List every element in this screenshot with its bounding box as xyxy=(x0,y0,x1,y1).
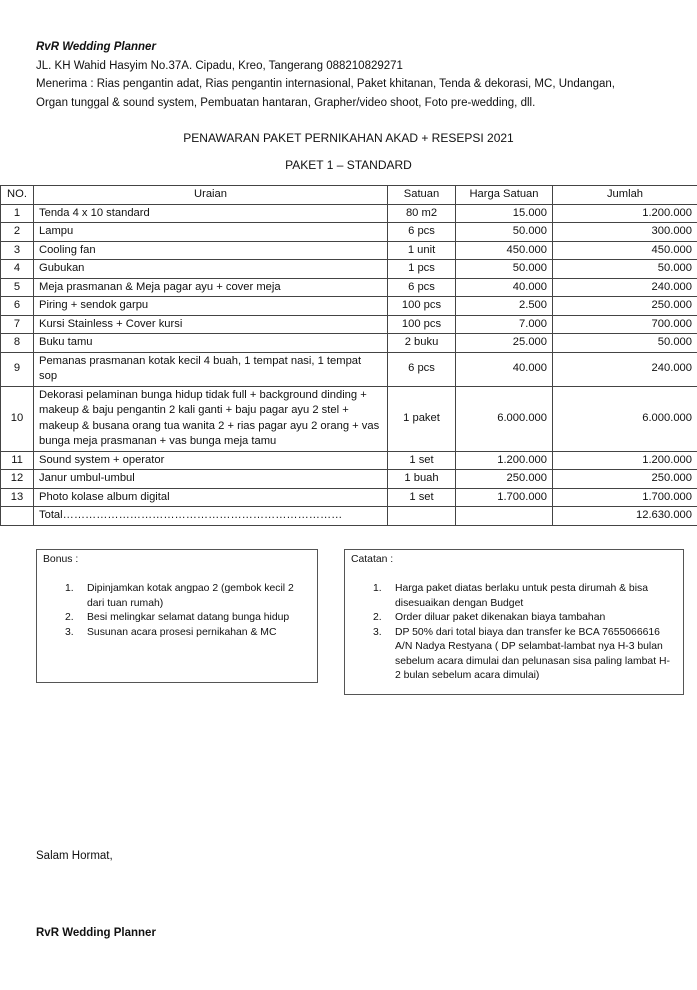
row-no: 2 xyxy=(1,223,34,242)
row-satuan: 1 buah xyxy=(388,470,456,489)
row-harga-satuan: 50.000 xyxy=(456,223,553,242)
table-row xyxy=(1,451,697,470)
row-harga-satuan: 2.500 xyxy=(456,297,553,316)
row-harga-satuan: 25.000 xyxy=(456,334,553,353)
total-empty-cell xyxy=(1,507,34,526)
notes-title: Catatan : xyxy=(351,554,394,565)
row-jumlah: 240.000 xyxy=(553,278,697,297)
row-uraian: Lampu xyxy=(34,223,388,242)
table-row xyxy=(1,315,697,334)
services-line-1: Menerima : Rias pengantin adat, Rias pengantin internasional, Paket khitanan, Tenda & dekorasi, MC, Undangan, xyxy=(36,78,615,90)
col-header-harga: Harga Satuan xyxy=(456,186,553,205)
price-table xyxy=(0,185,697,526)
bonus-list xyxy=(65,582,305,640)
row-satuan: 6 pcs xyxy=(388,352,456,386)
bonus-item-number: 3. xyxy=(65,626,74,638)
row-uraian: Piring + sendok garpu xyxy=(34,297,388,316)
signature: RvR Wedding Planner xyxy=(36,927,156,939)
table-row xyxy=(1,386,697,451)
row-uraian: Photo kolase album digital xyxy=(34,488,388,507)
note-item-number: 1. xyxy=(373,583,382,594)
row-no: 8 xyxy=(1,334,34,353)
bonus-item-text: Dipinjamkan kotak angpao 2 (gembok kecil 2 dari tuan rumah) xyxy=(87,583,294,609)
row-no: 1 xyxy=(1,204,34,223)
col-header-satuan: Satuan xyxy=(388,186,456,205)
row-harga-satuan: 7.000 xyxy=(456,315,553,334)
row-no: 3 xyxy=(1,241,34,260)
col-header-jumlah: Jumlah xyxy=(553,186,697,205)
services-line-2: Organ tunggal & sound system, Pembuatan hantaran, Grapher/video shoot, Foto pre-wedding, dll. xyxy=(36,96,536,109)
table-row xyxy=(1,204,697,223)
row-satuan: 1 set xyxy=(388,488,456,507)
row-satuan: 100 pcs xyxy=(388,297,456,316)
row-jumlah: 240.000 xyxy=(553,352,697,386)
table-header-row xyxy=(1,186,697,205)
row-no: 13 xyxy=(1,488,34,507)
bonus-item-text: Susunan acara prosesi pernikahan & MC xyxy=(87,626,277,638)
note-item-text: Harga paket diatas berlaku untuk pesta dirumah & bisa disesuaikan dengan Budget xyxy=(395,583,648,609)
note-item xyxy=(373,626,673,684)
row-jumlah: 1.200.000 xyxy=(553,451,697,470)
row-satuan: 80 m2 xyxy=(388,204,456,223)
document-title: PENAWARAN PAKET PERNIKAHAN AKAD + RESEPSI 2021 xyxy=(183,131,514,145)
note-item xyxy=(373,611,673,626)
row-jumlah: 250.000 xyxy=(553,297,697,316)
row-uraian: Kursi Stainless + Cover kursi xyxy=(34,315,388,334)
row-jumlah: 300.000 xyxy=(553,223,697,242)
row-uraian: Meja prasmanan & Meja pagar ayu + cover meja xyxy=(34,278,388,297)
table-row xyxy=(1,352,697,386)
package-subtitle: PAKET 1 – STANDARD xyxy=(285,158,412,172)
row-harga-satuan: 40.000 xyxy=(456,278,553,297)
row-harga-satuan: 6.000.000 xyxy=(456,386,553,451)
row-satuan: 6 pcs xyxy=(388,223,456,242)
row-harga-satuan: 450.000 xyxy=(456,241,553,260)
total-label: Total………………………………………………………………… xyxy=(34,507,388,526)
row-harga-satuan: 1.700.000 xyxy=(456,488,553,507)
row-satuan: 1 unit xyxy=(388,241,456,260)
row-no: 4 xyxy=(1,260,34,279)
bonus-title: Bonus : xyxy=(43,554,79,565)
row-uraian: Cooling fan xyxy=(34,241,388,260)
bonus-box xyxy=(36,549,318,683)
row-no: 6 xyxy=(1,297,34,316)
note-item-number: 3. xyxy=(373,626,382,638)
row-jumlah: 50.000 xyxy=(553,334,697,353)
row-uraian: Gubukan xyxy=(34,260,388,279)
row-satuan: 6 pcs xyxy=(388,278,456,297)
row-harga-satuan: 15.000 xyxy=(456,204,553,223)
table-row xyxy=(1,334,697,353)
row-jumlah: 6.000.000 xyxy=(553,386,697,451)
row-jumlah: 1.200.000 xyxy=(553,204,697,223)
bonus-item-number: 1. xyxy=(65,583,74,594)
row-no: 9 xyxy=(1,352,34,386)
row-jumlah: 450.000 xyxy=(553,241,697,260)
row-no: 7 xyxy=(1,315,34,334)
row-uraian: Buku tamu xyxy=(34,334,388,353)
row-uraian: Tenda 4 x 10 standard xyxy=(34,204,388,223)
total-empty-cell xyxy=(388,507,456,526)
row-jumlah: 1.700.000 xyxy=(553,488,697,507)
note-item-text: Order diluar paket dikenakan biaya tambahan xyxy=(395,612,606,623)
bonus-item xyxy=(65,582,305,611)
row-satuan: 1 set xyxy=(388,451,456,470)
row-harga-satuan: 1.200.000 xyxy=(456,451,553,470)
row-satuan: 1 pcs xyxy=(388,260,456,279)
bonus-item-number: 2. xyxy=(65,612,74,623)
row-jumlah: 700.000 xyxy=(553,315,697,334)
row-harga-satuan: 40.000 xyxy=(456,352,553,386)
closing-greeting: Salam Hormat, xyxy=(36,850,113,862)
notes-box xyxy=(344,549,684,695)
table-row xyxy=(1,260,697,279)
company-address: JL. KH Wahid Hasyim No.37A. Cipadu, Kreo, Tangerang 088210829271 xyxy=(36,59,403,72)
row-satuan: 1 paket xyxy=(388,386,456,451)
row-satuan: 2 buku xyxy=(388,334,456,353)
note-item-number: 2. xyxy=(373,612,382,623)
row-harga-satuan: 50.000 xyxy=(456,260,553,279)
row-no: 10 xyxy=(1,386,34,451)
row-uraian: Pemanas prasmanan kotak kecil 4 buah, 1 tempat nasi, 1 tempat sop xyxy=(34,352,388,386)
company-name: RvR Wedding Planner xyxy=(36,41,156,53)
table-row xyxy=(1,470,697,489)
note-item xyxy=(373,582,673,611)
bonus-item-text: Besi melingkar selamat datang bunga hidup xyxy=(87,612,290,623)
row-uraian: Sound system + operator xyxy=(34,451,388,470)
table-row xyxy=(1,223,697,242)
col-header-uraian: Uraian xyxy=(34,186,388,205)
bonus-item xyxy=(65,611,305,626)
row-jumlah: 50.000 xyxy=(553,260,697,279)
table-row xyxy=(1,297,697,316)
letterhead xyxy=(36,38,666,112)
row-no: 12 xyxy=(1,470,34,489)
row-uraian: Dekorasi pelaminan bunga hidup tidak full + background dinding + makeup & baju pengantin 2 kali ganti + baju pagar ayu 2 stel + makeup & busana orang tua wanita 2 + rias pagar ayu 2 orang + vas bunga meja prasmanan + vas bunga meja tamu xyxy=(34,386,388,451)
bonus-item xyxy=(65,626,305,641)
notes-list xyxy=(373,582,673,684)
row-no: 11 xyxy=(1,451,34,470)
row-satuan: 100 pcs xyxy=(388,315,456,334)
row-uraian: Janur umbul-umbul xyxy=(34,470,388,489)
note-item-text: DP 50% dari total biaya dan transfer ke BCA 7655066616 A/N Nadya Restyana ( DP selambat-lambat nya H-3 bulan sebelum acara dimulai dan pelunasan sisa paling lambat H-2 bulan sebelum acara dimulai) xyxy=(395,626,670,681)
table-row xyxy=(1,241,697,260)
total-empty-cell xyxy=(456,507,553,526)
row-no: 5 xyxy=(1,278,34,297)
row-jumlah: 250.000 xyxy=(553,470,697,489)
col-header-no: NO. xyxy=(1,186,34,205)
total-row xyxy=(1,507,697,526)
table-row xyxy=(1,488,697,507)
total-value: 12.630.000 xyxy=(553,507,697,526)
table-row xyxy=(1,278,697,297)
row-harga-satuan: 250.000 xyxy=(456,470,553,489)
